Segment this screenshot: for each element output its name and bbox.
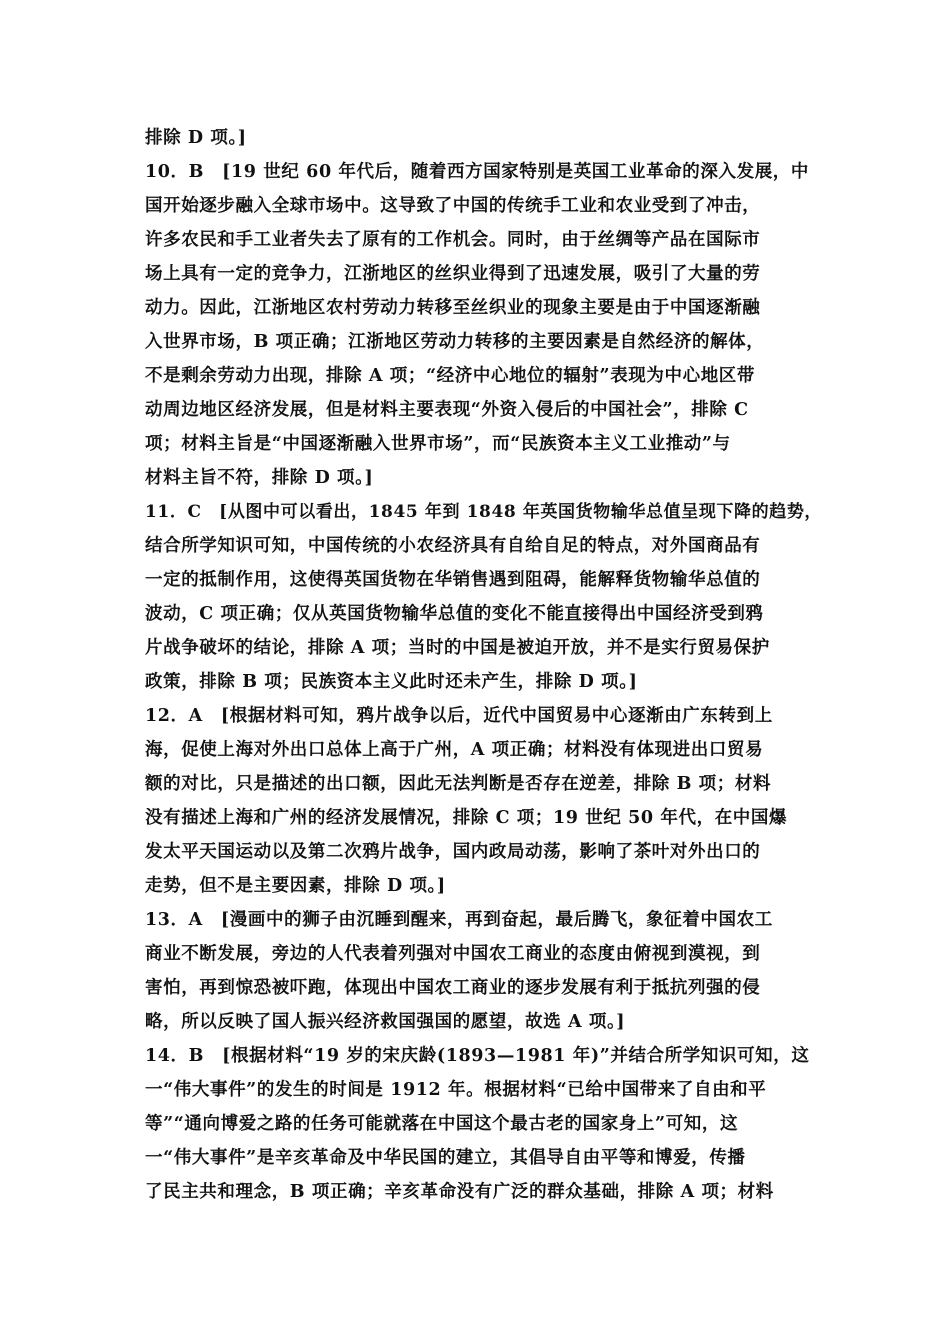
text-line: 害怕，再到惊恐被吓跑，体现出中国农工商业的逐步发展有利于抵抗列强的侵: [145, 978, 761, 998]
text-line: 项；材料主旨是“中国逐渐融入世界市场”，而“民族资本主义工业推动”与: [145, 434, 731, 454]
text-line: 材料主旨不符，排除 D 项。]: [145, 468, 374, 488]
text-line: 13．A [漫画中的狮子由沉睡到醒来，再到奋起，最后腾飞，象征着中国农工: [145, 910, 773, 930]
text-line: 14．B [根据材料“19 岁的宋庆龄(1893—1981 年)”并结合所学知识可知，这: [145, 1046, 810, 1066]
text-line: 一“伟大事件”的发生的时间是 1912 年。根据材料“已给中国带来了自由和平: [145, 1080, 767, 1100]
text-line: 国开始逐步融入全球市场中。这导致了中国的传统手工业和农业受到了冲击，: [145, 196, 761, 216]
text-line: 走势，但不是主要因素，排除 D 项。]: [145, 876, 446, 896]
text-line: 排除 D 项。]: [145, 128, 247, 148]
text-line: 商业不断发展，旁边的人代表着列强对中国农工商业的态度由俯视到漠视，到: [145, 944, 761, 964]
text-line: 了民主共和理念，B 项正确；辛亥革命没有广泛的群众基础，排除 A 项；材料: [145, 1182, 774, 1202]
text-line: 动周边地区经济发展，但是材料主要表现“外资入侵后的中国社会”，排除 C: [145, 400, 749, 420]
text-line: 政策，排除 B 项；民族资本主义此时还未产生，排除 D 项。]: [145, 672, 638, 692]
text-line: 海，促使上海对外出口总体上高于广州，A 项正确；材料没有体现进出口贸易: [145, 740, 764, 760]
text-line: 额的对比，只是描述的出口额，因此无法判断是否存在逆差，排除 B 项；材料: [145, 774, 772, 794]
text-line: 动力。因此，江浙地区农村劳动力转移至丝织业的现象主要是由于中国逐渐融: [145, 298, 761, 318]
text-line: 等”“通向博爱之路的任务可能就落在中国这个最古老的国家身上”可知，这: [145, 1114, 739, 1134]
text-line: 10．B [19 世纪 60 年代后，随着西方国家特别是英国工业革命的深入发展，中: [145, 162, 810, 182]
text-line: 没有描述上海和广州的经济发展情况，排除 C 项；19 世纪 50 年代，在中国爆: [145, 808, 788, 828]
text-line: 结合所学知识可知，中国传统的小农经济具有自给自足的特点，对外国商品有: [145, 536, 761, 556]
text-line: 略，所以反映了国人振兴经济救国强国的愿望，故选 A 项。]: [145, 1012, 626, 1032]
text-line: 一“伟大事件”是辛亥革命及中华民国的建立，其倡导自由平等和博爱，传播: [145, 1148, 746, 1168]
text-line: 场上具有一定的竞争力，江浙地区的丝织业得到了迅速发展，吸引了大量的劳: [145, 264, 761, 284]
text-line: 11．C [从图中可以看出，1845 年到 1848 年英国货物输华总值呈现下降的趋势，: [145, 502, 823, 522]
text-line: 入世界市场，B 项正确；江浙地区劳动力转移的主要因素是自然经济的解体，: [145, 332, 765, 352]
text-line: 波动，C 项正确；仅从英国货物输华总值的变化不能直接得出中国经济受到鸦: [145, 604, 764, 624]
text-line: 12．A [根据材料可知，鸦片战争以后，近代中国贸易中心逐渐由广东转到上: [145, 706, 773, 726]
text-line: 发太平天国运动以及第二次鸦片战争，国内政局动荡，影响了茶叶对外出口的: [145, 842, 761, 862]
text-line: 许多农民和手工业者失去了原有的工作机会。同时，由于丝绸等产品在国际市: [145, 230, 761, 250]
text-line: 一定的抵制作用，这使得英国货物在华销售遇到阻碍，能解释货物输华总值的: [145, 570, 761, 590]
text-line: 片战争破坏的结论，排除 A 项；当时的中国是被迫开放，并不是实行贸易保护: [145, 638, 770, 658]
text-line: 不是剩余劳动力出现，排除 A 项；“经济中心地位的辐射”表现为中心地区带: [145, 366, 755, 386]
